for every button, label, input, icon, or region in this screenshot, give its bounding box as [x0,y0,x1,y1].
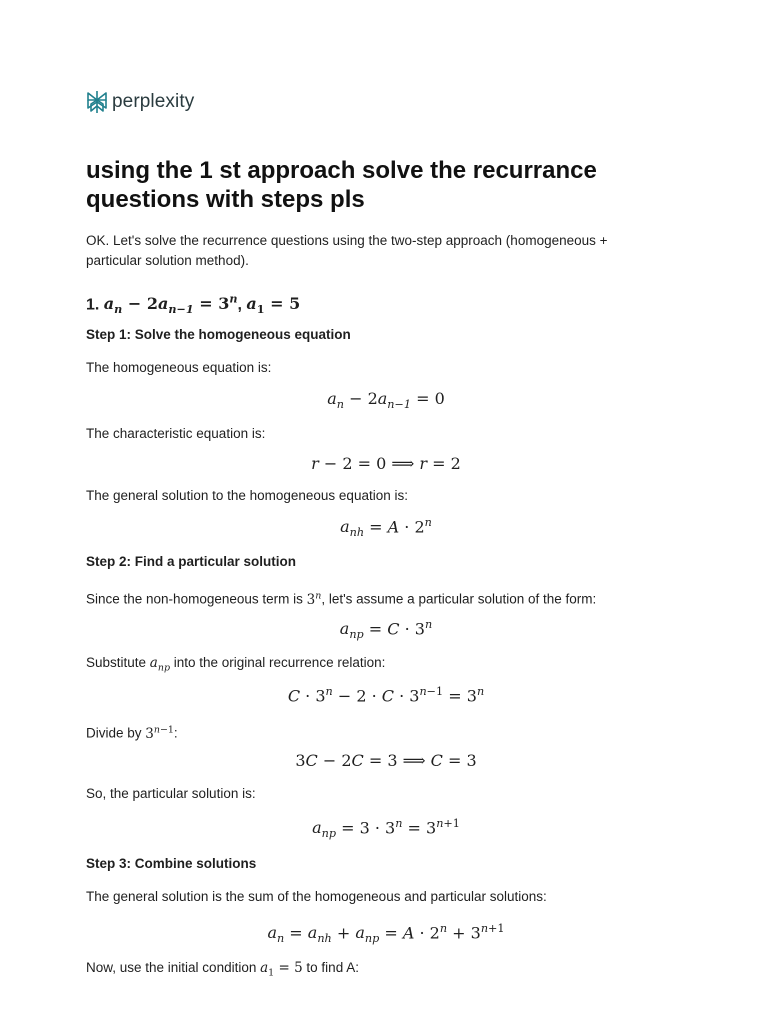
step-2-text-1: Since the non-homogeneous term is 3$^n$, let's assume a particular solution of the form: [86,590,597,608]
inline-math: $3^{n-1}$ [145,724,174,742]
step-2-text-3: Divide by $3^{n-1}$: [86,724,178,742]
inline-math: 3$^n$ [306,590,322,608]
brand-name: perplexity [112,91,195,112]
separator: , [237,296,242,314]
equation-general-solution: $a_n = a_{nh} + a_{np} = A \cdot 2^n + 3^{n+1}$ [267,922,505,946]
intro-text: OK. Let's solve the recurrence questions using the two-step approach (homogeneous + particular solution method). [86,233,608,268]
question-1-initial: $a_1 = 5$ [246,294,301,317]
step-3-text-1: The general solution is the sum of the homogeneous and particular solutions: [86,889,547,904]
step-1-text-1: The homogeneous equation is: [86,360,272,375]
equation-characteristic: r − 2 = 0 ⟹ r = 2 [311,454,461,473]
question-1-equation: $a_n - 2a_{n-1} = 3^n$ [103,292,238,317]
question-number: 1. [86,296,100,314]
equation-particular-form: $a_{np} = C \cdot 3^n$ [339,618,433,642]
equation-homogeneous: $a_n - 2a_{n-1} = 0$ [327,389,445,412]
page-title: using the 1 st approach solve the recurrance questions with steps pls [86,157,597,213]
inline-math: $a_1 = 5$ [260,960,303,979]
step-1-heading: Step 1: Solve the homogeneous equation [86,327,351,342]
step-1-text-2: The characteristic equation is: [86,426,266,441]
step-2-text-4: So, the particular solution is: [86,786,256,801]
equation-homogeneous-solution: $a_{nh} = A \cdot 2^n$ [340,516,432,540]
equation-substitution: $C \cdot 3^n - 2 \cdot C \cdot 3^{n-1} = 3^n$ [287,685,485,706]
step-3-heading: Step 3: Combine solutions [86,856,257,871]
step-2-heading: Step 2: Find a particular solution [86,554,297,569]
perplexity-icon [86,90,108,114]
equation-particular-solution: $a_{np} = 3 \cdot 3^n = 3^{n+1}$ [312,817,460,841]
question-1-title [86,292,300,317]
equation-solve-c: 3C − 2C = 3 ⟹ C = 3 [295,751,477,770]
inline-math: $a_{np}$ [149,655,170,674]
step-1-text-3: The general solution to the homogeneous equation is: [86,488,408,503]
step-3-text-2: Now, use the initial condition $a_1 = 5$ to find A: [86,960,359,979]
perplexity-logo[interactable] [86,90,194,114]
step-2-text-2: Substitute $a_{np}$ into the original recurrence relation: [86,655,386,674]
